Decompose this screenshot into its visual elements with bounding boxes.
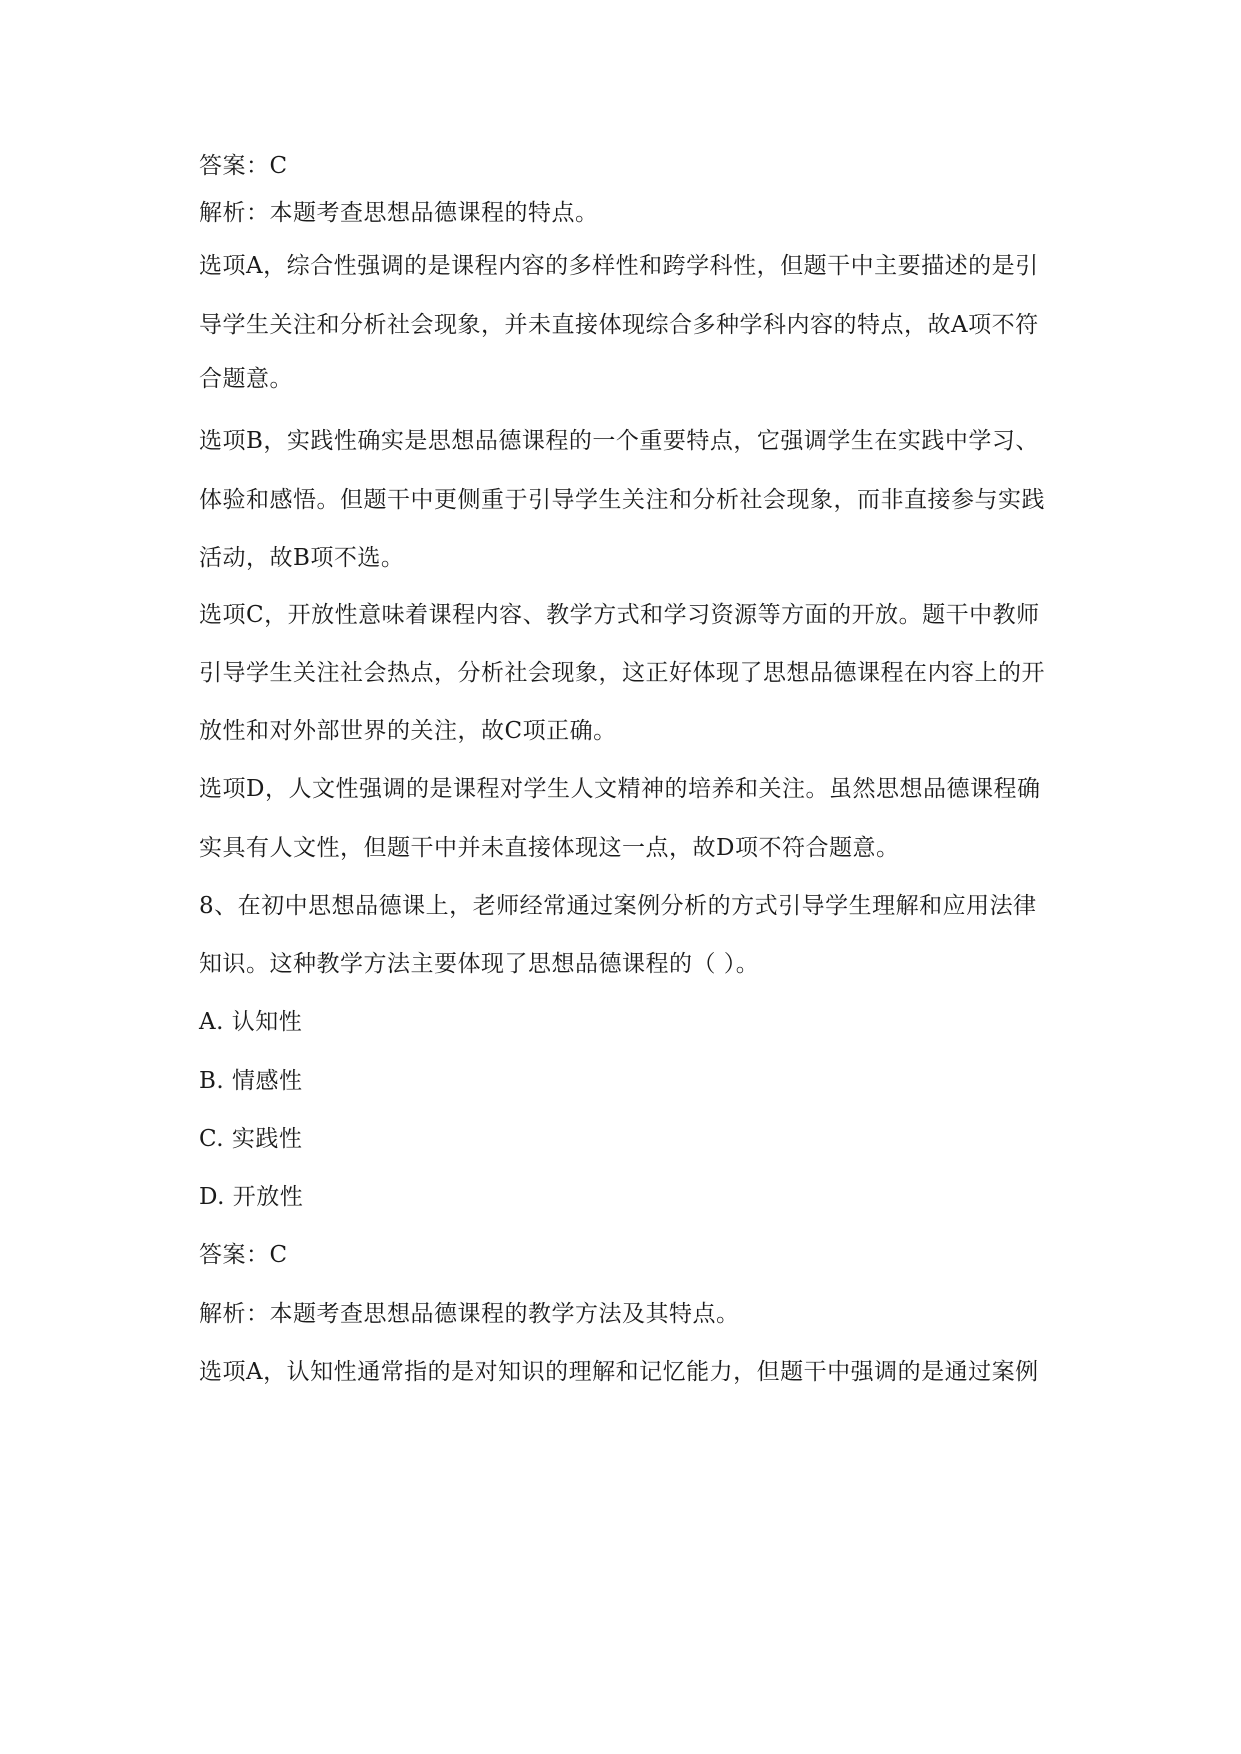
- question-8-line-2: 知识。这种教学方法主要体现了思想品德课程的（ ）。: [199, 951, 760, 977]
- option-a-explanation-line-2: 导学生关注和分析社会现象，并未直接体现综合多种学科内容的特点，故A项不符: [199, 312, 1039, 338]
- analysis-line-2: 解析：本题考查思想品德课程的教学方法及其特点。: [199, 1301, 740, 1327]
- option-a-explanation-line-3: 合题意。: [199, 366, 293, 392]
- question-8-line-1: 8、在初中思想品德课上，老师经常通过案例分析的方式引导学生理解和应用法律: [199, 893, 1037, 919]
- option-c-explanation-line-2: 引导学生关注社会热点，分析社会现象，这正好体现了思想品德课程在内容上的开: [199, 660, 1045, 686]
- option-d-explanation-line-1: 选项D，人文性强调的是课程对学生人文精神的培养和关注。虽然思想品德课程确: [199, 776, 1041, 802]
- option-b-explanation-line-1: 选项B，实践性确实是思想品德课程的一个重要特点，它强调学生在实践中学习、: [199, 428, 1039, 454]
- choice-d: D. 开放性: [199, 1184, 304, 1210]
- option-c-explanation-line-3: 放性和对外部世界的关注，故C项正确。: [199, 718, 617, 744]
- choice-a: A. 认知性: [199, 1009, 303, 1035]
- option-c-explanation-line-1: 选项C，开放性意味着课程内容、教学方式和学习资源等方面的开放。题干中教师: [199, 602, 1040, 628]
- answer-line: 答案：C: [199, 153, 288, 179]
- choice-c: C. 实践性: [199, 1126, 303, 1152]
- analysis-line: 解析：本题考查思想品德课程的特点。: [199, 200, 599, 226]
- option-a-explanation-line-1: 选项A，综合性强调的是课程内容的多样性和跨学科性，但题干中主要描述的是引: [199, 253, 1039, 279]
- option-b-explanation-line-3: 活动，故B项不选。: [199, 545, 405, 571]
- option-d-explanation-line-2: 实具有人文性，但题干中并未直接体现这一点，故D项不符合题意。: [199, 835, 900, 861]
- answer-line-2: 答案：C: [199, 1242, 288, 1268]
- choice-b: B. 情感性: [199, 1068, 303, 1094]
- option-b-explanation-line-2: 体验和感悟。但题干中更侧重于引导学生关注和分析社会现象，而非直接参与实践: [199, 487, 1045, 513]
- option-a-explanation-line-q8: 选项A，认知性通常指的是对知识的理解和记忆能力，但题干中强调的是通过案例: [199, 1359, 1039, 1385]
